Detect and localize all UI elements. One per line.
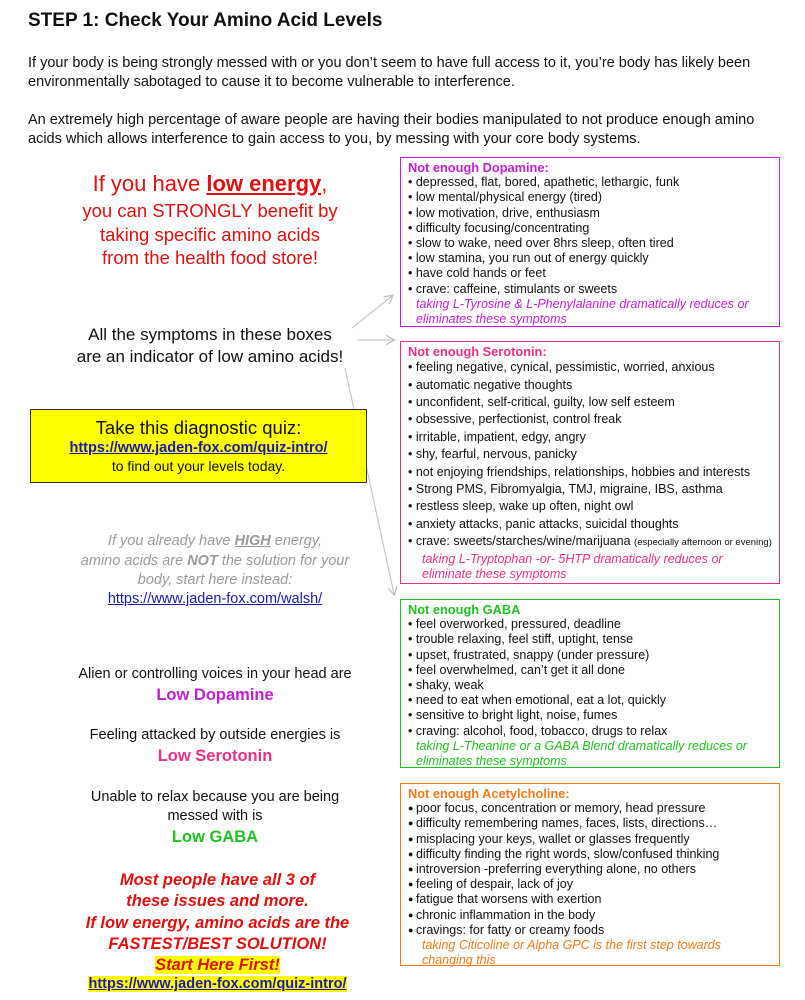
list-item: • crave: caffeine, stimulants or sweets <box>408 282 772 297</box>
acetylcholine-box-note: taking Citicoline or Alpha GPC is the first step towards changing this <box>422 938 721 968</box>
quiz-callout <box>30 409 367 483</box>
gaba-box <box>400 599 780 768</box>
indicator-dopamine: Alien or controlling voices in your head are Low Dopamine <box>40 665 390 706</box>
closing-quiz-link[interactable]: https://www.jaden-fox.com/quiz-intro/ <box>88 976 347 992</box>
high-energy-note: If you already have HIGH energy, amino acids are NOT the solution for your body, start here instead: <box>80 533 350 588</box>
indicator-serotonin: Feeling attacked by outside energies is Low Serotonin <box>40 726 390 767</box>
list-item: • irritable, impatient, edgy, angry <box>408 429 772 446</box>
intro-paragraph-2: An extremely high percentage of aware people are having their bodies manipulated to not produce enough amino acids which allows interference to gain access to you, by messing with your core body systems. <box>28 112 755 147</box>
list-item: ● poor focus, concentration or memory, head pressure <box>408 801 772 816</box>
quiz-title: Take this diagnostic quiz: <box>95 417 302 438</box>
list-item: • feeling negative, cynical, pessimistic, worried, anxious <box>408 359 772 376</box>
list-item: ● chronic inflammation in the body <box>408 908 772 923</box>
gaba-box-note: taking L-Theanine or a GABA Blend dramatically reduces or eliminates these symptoms <box>416 738 747 769</box>
list-item: • trouble relaxing, feel stiff, uptight, tense <box>408 632 772 647</box>
list-item: ● cravings: for fatty or creamy foods <box>408 923 772 938</box>
dopamine-box-title: Not enough Dopamine: <box>408 160 549 175</box>
list-item: ● fatigue that worsens with exertion <box>408 892 772 907</box>
list-item: • not enjoying friendships, relationships, hobbies and interests <box>408 464 772 481</box>
list-item: • restless sleep, wake up often, night owl <box>408 498 772 515</box>
dopamine-box-note: taking L-Tyrosine & L-Phenylalanine dramatically reduces or eliminates these symptoms <box>416 296 749 327</box>
list-item: • anxiety attacks, panic attacks, suicidal thoughts <box>408 516 772 533</box>
page-title: STEP 1: Check Your Amino Acid Levels <box>28 10 383 31</box>
list-item: ● introversion -preferring everything alone, no others <box>408 862 772 877</box>
gaba-box-title: Not enough GABA <box>408 602 521 617</box>
list-item: • slow to wake, need over 8hrs sleep, often tired <box>408 236 772 251</box>
quiz-link[interactable]: https://www.jaden-fox.com/quiz-intro/ <box>69 440 328 456</box>
indicator-gaba-label: Low GABA <box>171 828 259 846</box>
list-item: • craving: alcohol, food, tobacco, drugs to relax <box>408 724 772 739</box>
list-item: • feel overworked, pressured, deadline <box>408 617 772 632</box>
list-item: • difficulty focusing/concentrating <box>408 221 772 236</box>
list-item: • obsessive, perfectionist, control freak <box>408 411 772 428</box>
list-item: • feel overwhelmed, can’t get it all done <box>408 663 772 678</box>
list-item: • upset, frustrated, snappy (under pressure) <box>408 648 772 663</box>
list-item: • sensitive to bright light, noise, fumes <box>408 708 772 723</box>
closing-statement: Most people have all 3 of these issues and more. If low energy, amino acids are the FASTEST/BEST SOLUTION! Start Here First! <box>85 871 350 975</box>
indicator-gaba: Unable to relax because you are being messed with is Low GABA <box>40 788 390 848</box>
list-item: ● feeling of despair, lack of joy <box>408 877 772 892</box>
acetylcholine-box <box>400 783 780 966</box>
walsh-link[interactable]: https://www.jaden-fox.com/walsh/ <box>107 591 323 607</box>
list-item: • have cold hands or feet <box>408 266 772 281</box>
list-item: • low stamina, you run out of energy quickly <box>408 251 772 266</box>
dopamine-box <box>400 157 780 327</box>
list-item: ● misplacing your keys, wallet or glasses frequently <box>408 832 772 847</box>
list-item: • need to eat when emotional, eat a lot, quickly <box>408 693 772 708</box>
serotonin-box <box>400 341 780 584</box>
list-item: • shaky, weak <box>408 678 772 693</box>
symptoms-note: All the symptoms in these boxes are an indicator of low amino acids! <box>76 325 344 366</box>
acetylcholine-box-title: Not enough Acetylcholine: <box>408 786 570 801</box>
list-item: • crave: sweets/starches/wine/marijuana (especially afternoon or evening) <box>408 533 772 551</box>
indicator-dopamine-label: Low Dopamine <box>156 686 274 704</box>
low-energy-heading: If you have low energy, <box>92 171 328 196</box>
list-item: ● difficulty remembering names, faces, lists, directions… <box>408 816 772 831</box>
quiz-subtext: to find out your levels today. <box>111 458 286 474</box>
low-energy-emphasis: low energy <box>206 171 322 196</box>
list-item: • Strong PMS, Fibromyalgia, TMJ, migraine, IBS, asthma <box>408 481 772 498</box>
list-item: • depressed, flat, bored, apathetic, lethargic, funk <box>408 175 772 190</box>
serotonin-box-note: taking L-Tryptophan -or- 5HTP dramatically reduces or eliminate these symptoms <box>422 551 723 581</box>
list-item: ● difficulty finding the right words, slow/confused thinking <box>408 847 772 862</box>
list-item: • shy, fearful, nervous, panicky <box>408 446 772 463</box>
list-item: • unconfident, self-critical, guilty, low self esteem <box>408 394 772 411</box>
intro-paragraph-1: If your body is being strongly messed with or you don’t seem to have full access to it, you’re body has likely been environmentally sabotaged to cause it to become vulnerable to interference. <box>28 55 751 90</box>
low-energy-benefit: you can STRONGLY benefit by taking specific amino acids from the health food store! <box>82 200 338 268</box>
indicator-serotonin-label: Low Serotonin <box>157 747 273 765</box>
serotonin-box-title: Not enough Serotonin: <box>408 344 547 359</box>
list-item: • automatic negative thoughts <box>408 377 772 394</box>
list-item: • low motivation, drive, enthusiasm <box>408 206 772 221</box>
start-here-highlight: Start Here First! <box>155 956 280 975</box>
list-item: • low mental/physical energy (tired) <box>408 190 772 205</box>
